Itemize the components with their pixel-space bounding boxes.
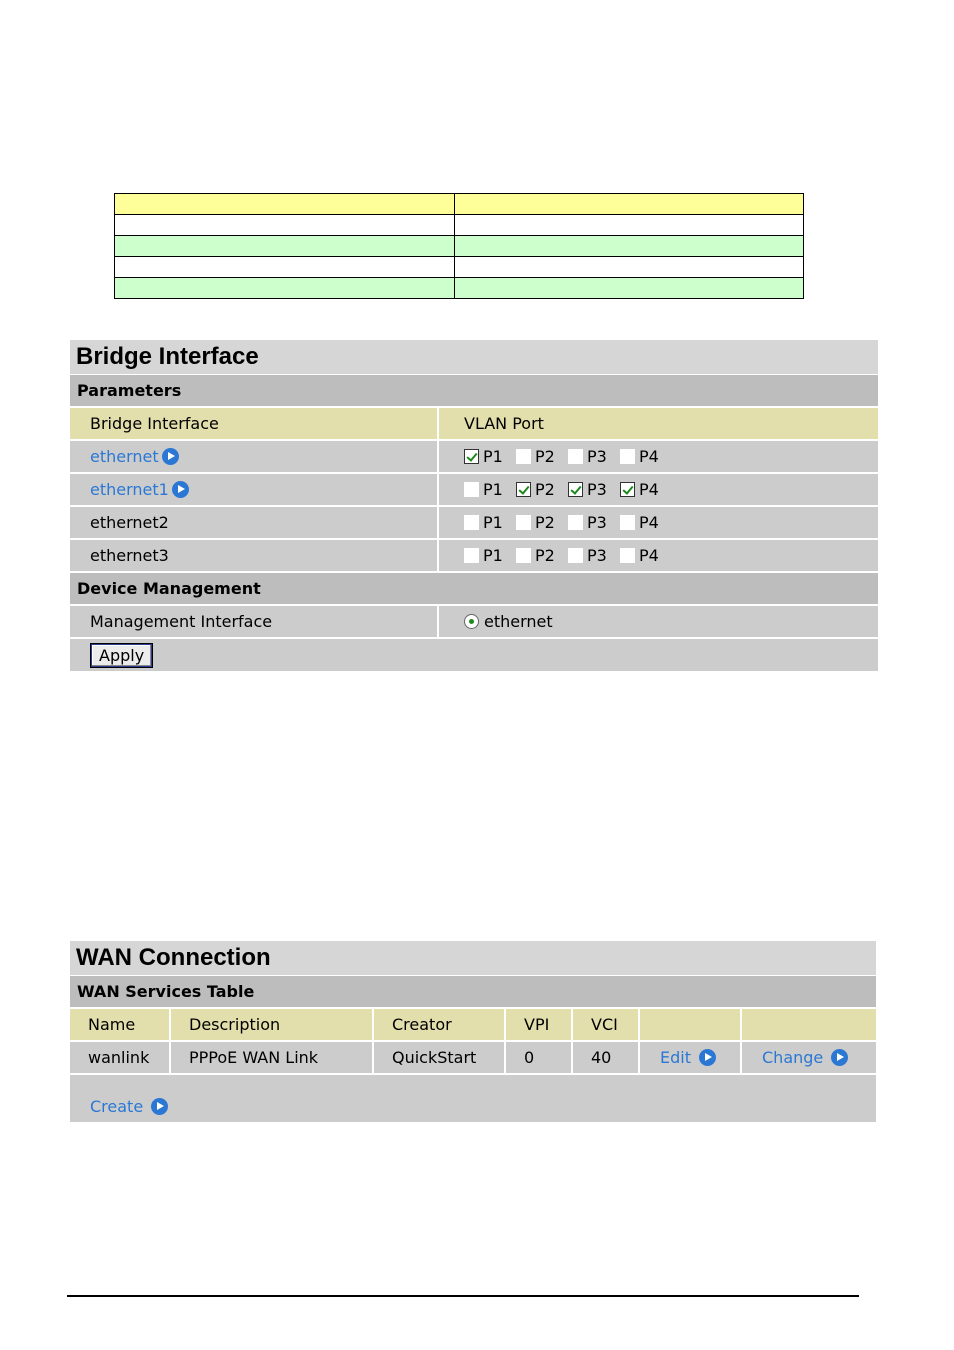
bridge-interface-cell	[70, 474, 439, 505]
port-checkbox[interactable]	[516, 449, 531, 464]
port-label: P2	[535, 480, 555, 499]
wan-edit-cell	[640, 1042, 742, 1073]
footer-rule	[67, 1295, 859, 1297]
arrow-right-icon	[162, 448, 179, 465]
col-change	[742, 1009, 876, 1040]
col-edit	[640, 1009, 742, 1040]
vlan-port-cell	[439, 507, 878, 538]
table-row	[70, 507, 878, 540]
port-option	[464, 474, 516, 505]
port-option	[620, 540, 672, 571]
port-option	[620, 507, 672, 538]
port-option	[464, 540, 516, 571]
bridge-interface-label: ethernet1	[90, 480, 169, 499]
port-label: P4	[639, 513, 659, 532]
apply-row	[70, 639, 878, 671]
port-checkbox[interactable]	[568, 449, 583, 464]
wan-vpi-cell: 0	[506, 1042, 573, 1073]
port-label: P1	[483, 480, 503, 499]
port-checkbox[interactable]	[464, 515, 479, 530]
port-option	[620, 474, 672, 505]
doc-table-row	[115, 215, 804, 236]
port-label: P4	[639, 480, 659, 499]
apply-button[interactable]: Apply	[91, 644, 152, 667]
port-checkbox[interactable]	[464, 482, 479, 497]
arrow-right-icon	[151, 1098, 168, 1115]
bridge-header-row	[70, 408, 878, 441]
arrow-right-icon	[699, 1049, 716, 1066]
wan-change-cell	[742, 1042, 876, 1073]
col-vpi: VPI	[506, 1009, 573, 1040]
port-checkbox[interactable]	[620, 449, 635, 464]
port-option	[568, 441, 620, 472]
table-row	[70, 441, 878, 474]
change-link-label: Change	[762, 1048, 824, 1067]
port-label: P1	[483, 513, 503, 532]
bridge-interface-cell	[70, 441, 439, 472]
port-checkbox[interactable]	[620, 515, 635, 530]
bridge-title: Bridge Interface	[70, 340, 878, 375]
port-option	[516, 540, 568, 571]
col-name: Name	[70, 1009, 171, 1040]
col-creator: Creator	[374, 1009, 506, 1040]
create-area	[70, 1075, 876, 1122]
port-option	[464, 507, 516, 538]
port-checkbox[interactable]	[620, 548, 635, 563]
wan-description-cell: PPPoE WAN Link	[171, 1042, 374, 1073]
wan-title: WAN Connection	[70, 941, 876, 976]
port-checkbox[interactable]	[464, 449, 479, 464]
doc-table-row	[115, 194, 804, 215]
bridge-interface-link-ethernet1[interactable]	[90, 474, 189, 505]
wan-connection-panel	[70, 941, 876, 1122]
arrow-right-icon	[172, 481, 189, 498]
port-label: P2	[535, 546, 555, 565]
port-option	[516, 474, 568, 505]
table-row	[70, 1042, 876, 1075]
create-link[interactable]	[90, 1097, 168, 1116]
bridge-interface-link-ethernet[interactable]	[90, 441, 179, 472]
management-interface-label: Management Interface	[70, 606, 439, 637]
port-checkbox[interactable]	[568, 482, 583, 497]
port-label: P4	[639, 546, 659, 565]
vlan-port-cell	[439, 441, 878, 472]
port-checkbox[interactable]	[516, 482, 531, 497]
doc-table-row	[115, 236, 804, 257]
port-label: P1	[483, 447, 503, 466]
port-option	[464, 441, 516, 472]
bridge-interface-label: ethernet2	[90, 513, 169, 532]
parameters-section: Parameters	[70, 375, 878, 408]
wan-services-section: WAN Services Table	[70, 976, 876, 1009]
port-label: P1	[483, 546, 503, 565]
vlan-port-cell	[439, 474, 878, 505]
port-label: P3	[587, 447, 607, 466]
port-checkbox[interactable]	[516, 515, 531, 530]
bridge-interface-cell	[70, 507, 439, 538]
bridge-rows	[70, 441, 878, 573]
doc-table-row	[115, 257, 804, 278]
port-checkbox[interactable]	[516, 548, 531, 563]
port-option	[568, 507, 620, 538]
col-bridge-interface: Bridge Interface	[70, 408, 439, 439]
management-interface-value	[439, 606, 878, 637]
port-checkbox[interactable]	[568, 548, 583, 563]
table-row	[70, 474, 878, 507]
port-option	[568, 474, 620, 505]
edit-link[interactable]	[660, 1042, 716, 1073]
wan-vci-cell: 40	[573, 1042, 640, 1073]
port-label: P3	[587, 480, 607, 499]
col-description: Description	[171, 1009, 374, 1040]
port-checkbox[interactable]	[568, 515, 583, 530]
bridge-interface-label: ethernet3	[90, 546, 169, 565]
col-vlan-port: VLAN Port	[464, 414, 544, 433]
table-row	[70, 540, 878, 573]
device-management-section: Device Management	[70, 573, 878, 606]
document-table	[114, 193, 804, 299]
bridge-interface-panel	[70, 340, 878, 671]
port-option	[516, 441, 568, 472]
wan-creator-cell: QuickStart	[374, 1042, 506, 1073]
port-label: P4	[639, 447, 659, 466]
port-checkbox[interactable]	[464, 548, 479, 563]
edit-link-label: Edit	[660, 1048, 691, 1067]
port-label: P3	[587, 513, 607, 532]
port-label: P3	[587, 546, 607, 565]
port-option	[516, 507, 568, 538]
arrow-right-icon	[831, 1049, 848, 1066]
wan-header-row	[70, 1009, 876, 1042]
vlan-port-cell	[439, 540, 878, 571]
wan-name-cell: wanlink	[70, 1042, 171, 1073]
create-link-label: Create	[90, 1097, 144, 1116]
bridge-interface-cell	[70, 540, 439, 571]
col-vci: VCI	[573, 1009, 640, 1040]
management-row	[70, 606, 878, 639]
port-option	[568, 540, 620, 571]
port-label: P2	[535, 447, 555, 466]
doc-table-row	[115, 278, 804, 299]
bridge-interface-label: ethernet	[90, 447, 159, 466]
management-radio-label: ethernet	[484, 612, 553, 631]
port-label: P2	[535, 513, 555, 532]
change-link[interactable]	[762, 1042, 848, 1073]
management-radio[interactable]	[464, 614, 479, 629]
port-option	[620, 441, 672, 472]
port-checkbox[interactable]	[620, 482, 635, 497]
